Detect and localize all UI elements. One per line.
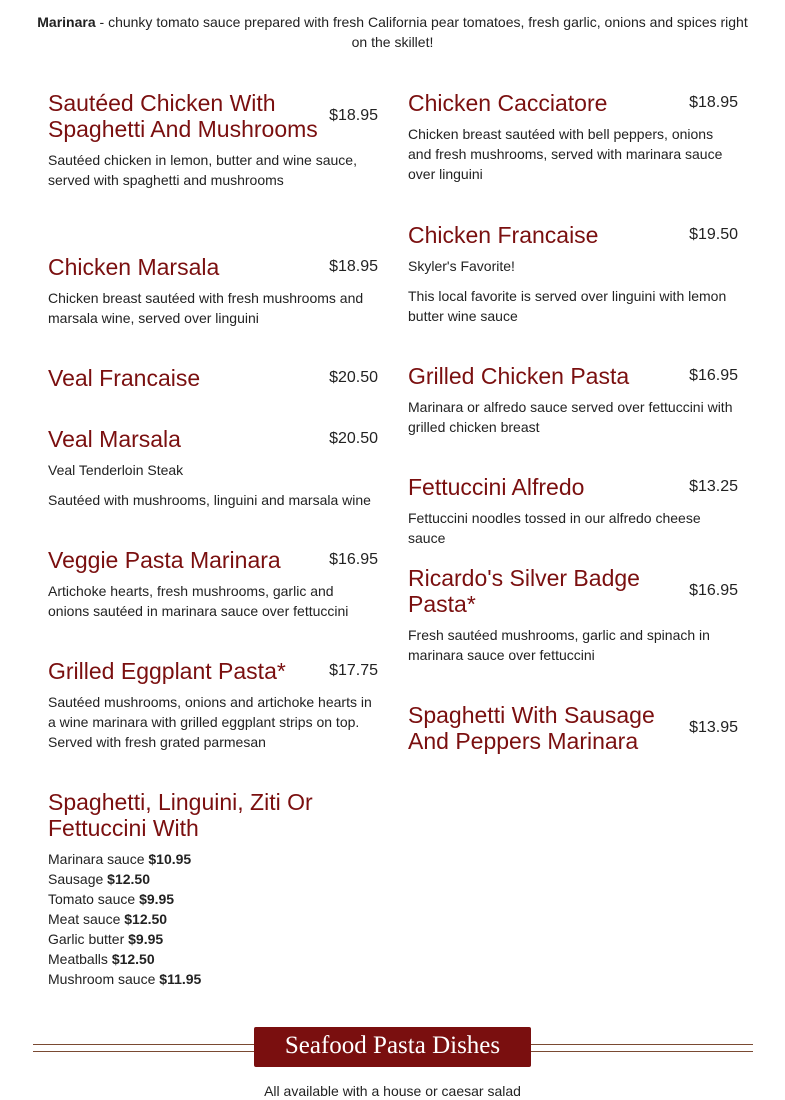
item-description: Fresh sautéed mushrooms, garlic and spinach in marinara sauce over fettuccini: [408, 627, 710, 663]
option-price: $12.50: [107, 871, 150, 887]
option-row: [48, 909, 378, 929]
menu-item: [48, 658, 378, 752]
item-description: Chicken breast sautéed with fresh mushrooms and marsala wine, served over linguini: [48, 290, 364, 326]
menu-item: [408, 474, 738, 548]
menu-item: [408, 90, 738, 184]
option-label: Meat sauce: [48, 911, 121, 927]
menu-item: [48, 547, 378, 621]
item-price: $20.50: [329, 430, 378, 447]
item-name: Sautéed Chicken With Spaghetti And Mushrooms: [48, 90, 318, 142]
item-name: Veal Marsala: [48, 426, 181, 452]
item-name: Veal Francaise: [48, 365, 201, 391]
option-row: [48, 929, 378, 949]
menu-item: [48, 90, 378, 190]
item-price: $20.50: [329, 369, 378, 386]
menu-item: [48, 254, 378, 328]
option-label: Tomato sauce: [48, 891, 136, 907]
item-name: Spaghetti With Sausage And Peppers Marinara: [408, 702, 655, 754]
option-row: [48, 949, 378, 969]
menu-item: [408, 565, 738, 665]
intro-paragraph: [30, 12, 755, 52]
item-description: Sautéed with mushrooms, linguini and marsala wine: [48, 492, 371, 508]
option-row: [48, 849, 378, 869]
option-price: $12.50: [124, 911, 168, 927]
option-list: [48, 849, 378, 989]
item-description: Marinara or alfredo sauce served over fettuccini with grilled chicken breast: [408, 399, 733, 435]
option-label: Mushroom sauce: [48, 971, 156, 987]
item-price: $18.95: [329, 258, 378, 275]
item-name: Grilled Chicken Pasta: [408, 363, 630, 389]
item-name: Spaghetti, Linguini, Ziti Or Fettuccini With: [48, 789, 313, 841]
section-subtitle: All available with a house or caesar salad: [264, 1083, 521, 1099]
item-name: Chicken Francaise: [408, 222, 599, 248]
item-price: $16.95: [329, 551, 378, 568]
item-price: $18.95: [689, 94, 738, 111]
item-description: This local favorite is served over linguini with lemon butter wine sauce: [408, 288, 727, 324]
option-price: $9.95: [139, 891, 175, 907]
item-name: Chicken Marsala: [48, 254, 220, 280]
option-label: Garlic butter: [48, 931, 125, 947]
item-description: Artichoke hearts, fresh mushrooms, garlic and onions sautéed in marinara sauce over fettuccini: [48, 583, 349, 619]
option-price: $11.95: [159, 971, 202, 987]
option-row: [48, 869, 378, 889]
option-price: $10.95: [148, 851, 192, 867]
option-price: $12.50: [111, 951, 155, 967]
menu-item: [48, 789, 378, 989]
item-price: $18.95: [329, 107, 378, 124]
item-description: Chicken breast sautéed with bell peppers, onions and fresh mushrooms, served with marinara sauce over linguini: [408, 126, 723, 182]
option-row: [48, 969, 378, 989]
menu-item: [408, 363, 738, 437]
item-name: Chicken Cacciatore: [408, 90, 608, 116]
item-description: Sautéed chicken in lemon, butter and wine sauce, served with spaghetti and mushrooms: [48, 152, 357, 188]
item-note: Skyler's Favorite!: [408, 258, 515, 274]
item-price: $13.25: [689, 478, 738, 495]
item-description: Sautéed mushrooms, onions and artichoke hearts in a wine marinara with grilled eggplant strips on top. Served with fresh grated parmesan: [48, 694, 372, 750]
option-price: $9.95: [128, 931, 164, 947]
option-label: Marinara sauce: [48, 851, 145, 867]
option-label: Sausage: [48, 871, 104, 887]
item-name: Veggie Pasta Marinara: [48, 547, 281, 573]
item-price: $19.50: [689, 226, 738, 243]
item-description: Fettuccini noodles tossed in our alfredo cheese sauce: [408, 510, 701, 546]
item-price: $16.95: [689, 582, 738, 599]
item-price: $13.95: [689, 719, 738, 736]
menu-item: [408, 702, 738, 754]
item-price: $17.75: [329, 662, 378, 679]
intro-text: - chunky tomato sauce prepared with fresh California pear tomatoes, fresh garlic, onions and spices right on the skillet!: [95, 14, 748, 50]
menu-item: [48, 365, 378, 391]
item-note: Veal Tenderloin Steak: [48, 462, 184, 478]
item-name: Ricardo's Silver Badge Pasta*: [408, 565, 640, 617]
intro-bold: Marinara: [37, 14, 96, 30]
option-label: Meatballs: [48, 951, 108, 967]
item-price: $16.95: [689, 367, 738, 384]
option-row: [48, 889, 378, 909]
item-name: Fettuccini Alfredo: [408, 474, 585, 500]
menu-item: [48, 426, 378, 510]
item-name: Grilled Eggplant Pasta*: [48, 658, 286, 684]
section-title: Seafood Pasta Dishes: [254, 1027, 531, 1067]
menu-item: [408, 222, 738, 326]
